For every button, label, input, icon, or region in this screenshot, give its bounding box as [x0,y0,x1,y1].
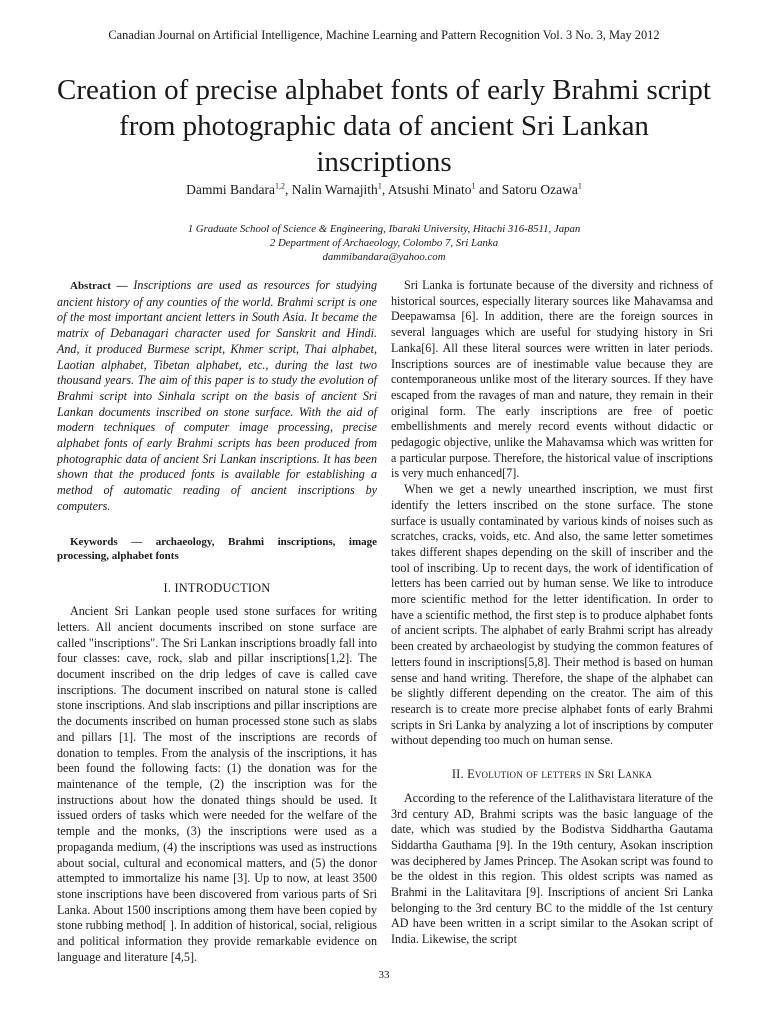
abstract-label: Abstract — [70,280,134,292]
author-name: Nalin Warnajith [291,182,378,197]
right-column [391,278,713,948]
author-email: dammibandara@yahoo.com [322,251,446,263]
author-affil-mark: 1,2 [275,181,286,191]
affiliation-2: 2 Department of Archaeology, Colombo 7, Sri Lanka [269,237,499,249]
abstract-text: Inscriptions are used as resources for studying ancient history of any counties of the world. Brahmi script is one of the most important ancient letters in South Asia. It became the matrix of Debanagari character used for Sanskrit and Hindi. And, it produced Burmese script, Khmer script, Thai alphabet, Laotian alphabet, Tibetan alphabet, etc., during the last two thousand years. The aim of this paper is to study the evolution of Brahmi script into Sinhala script on the basis of ancient Sri Lankan documents inscribed on stone surface. With the aid of modern techniques of computer image processing, precise alphabet fonts of early Brahmi scripts has been produced from photographic data of ancient Sri Lankan inscriptions. It has been shown that the produced fonts is available for establishing a method of automatic reading of ancient inscriptions by computers. [57,278,377,513]
author-name: Dammi Bandara [186,182,276,197]
author-affil-mark: 1 [377,181,382,191]
left-column [57,278,377,965]
author-affil-mark: 1 [577,181,582,191]
author-name: Atsushi Minato [387,182,472,197]
author-separator: and [475,182,502,197]
author-separator: , [285,182,292,197]
abstract [57,278,377,515]
affiliation-1: 1 Graduate School of Science & Engineering, Ibaraki University, Hitachi 316-8511, Japan [187,223,581,235]
author-affil-mark: 1 [471,181,476,191]
author-separator: , [381,182,388,197]
page-number: 33 [378,969,390,981]
running-head: Canadian Journal on Artificial Intelligence, Machine Learning and Pattern Recognition Vol. 3 No. 3, May 2012 [108,28,660,42]
author-list [0,182,768,198]
section-title: Evolution of letters in Sri Lanka [467,767,653,782]
intro-paragraph: Ancient Sri Lankan people used stone surfaces for writing letters. All ancient documents inscribed on stone surface are called "inscriptions". The Sri Lankan inscriptions broadly fall into four classes: cave, rock, slab and pillar inscriptions[1,2]. The document inscribed on the drip ledges of cave is called cave inscriptions. The document inscribed on natural stone is called stone inscriptions. And slab inscriptions and pillar inscriptions are the documents inscribed on human processed stone such as slabs and pillars [1]. The most of the inscriptions are records of donation to temples. From the analysis of the inscriptions, it has been found the following facts: (1) the donation was for the maintenance of the temple, (2) the inscription was for the instructions about how the donated things should be used. It issued orders of tasks which were needed for the welfare of the temple and the monks, (3) the inscriptions were used as a propaganda medium, (4) the inscriptions was used as instructions about social, cultural and economical matters, and (5) the donor attempted to immortalize his name [3]. Up to now, at least 3500 stone inscriptions have been discovered from various parts of Sri Lanka. About 1500 inscriptions among them have been copied by stone rubbing method[ ]. In addition of historical, social, religious and political information they provide remarkable evidence on language and literature [4,5]. [57,604,377,964]
evolution-paragraph: According to the reference of the Lalithavistara literature of the 3rd century AD, Brahmi scripts was the basic language of the date, which was studied by the Bodistva Siddhartha Gautama Siddartha Gauthama [9]. In the 19th century, Asokan inscription was deciphered by James Princep. The Asokan script was found to be the oldest in this region. This oldest scripts was named as Brahmi in the Lalitavitara [9]. Inscriptions of ancient Sri Lanka belonging to the 3rd century BC to the middle of the 1st century AD have been written in a script similar to the Asokan script of India. Likewise, the script [391,790,713,947]
author-name: Satoru Ozawa [501,182,578,197]
paper-title: Creation of precise alphabet fonts of early Brahmi script from photographic data of ancient Sri Lankan inscriptions [57,74,711,178]
keywords: Keywords — archaeology, Brahmi inscriptions, image processing, alphabet fonts [57,535,377,562]
section-heading-introduction: I. INTRODUCTION [163,580,271,595]
section-heading-evolution [391,767,713,783]
body-paragraph: Sri Lanka is fortunate because of the diversity and richness of historical sources, especially literary sources like Mahavamsa and Deepawamsa [6]. In addition, there are the foreign sources in several languages which are useful for studying history in Sri Lanka[6]. All these literal sources were written in later periods. Inscriptions sources are of inestimable value because they are contemporaneous unlike most of the literary sources. If they have escaped from the ravages of man and nature, they remain in their original form. The early inscriptions are free of poetic embellishments and merely record events without didactic or pedagogic objective, unlike the Mahavamsa which was written for a particular purpose. Therefore, the historical value of inscriptions is very much enhanced[7]. [391,278,713,481]
section-number: II. [451,767,468,782]
body-paragraph: When we get a newly unearthed inscription, we must first identify the letters inscribed on the stone surface. The stone surface is usually contaminated by various kinds of noises such as scratches, cracks, voids, etc. And also, the same letter sometimes takes different shapes depending on the skill of inscriber and the tool of inscribing. Up to recent days, the work of identification of letters has been carried out by human sense. We like to introduce more scientific method for the letter identification. In order to have a scientific method, the first step is to produce alphabet fonts of ancient scripts. The alphabet of early Brahmi script has already been created by archaeologist by studying the common features of letters found in inscriptions[5,8]. Their method is based on human sense and hand writing. Therefore, the shape of the alphabet can be slightly different depending on the creator. The aim of this research is to create more precise alphabet fonts of early Brahmi scripts in Sri Lanka by analyzing a lot of inscriptions by computer without depending too much on human sense. [391,482,713,748]
